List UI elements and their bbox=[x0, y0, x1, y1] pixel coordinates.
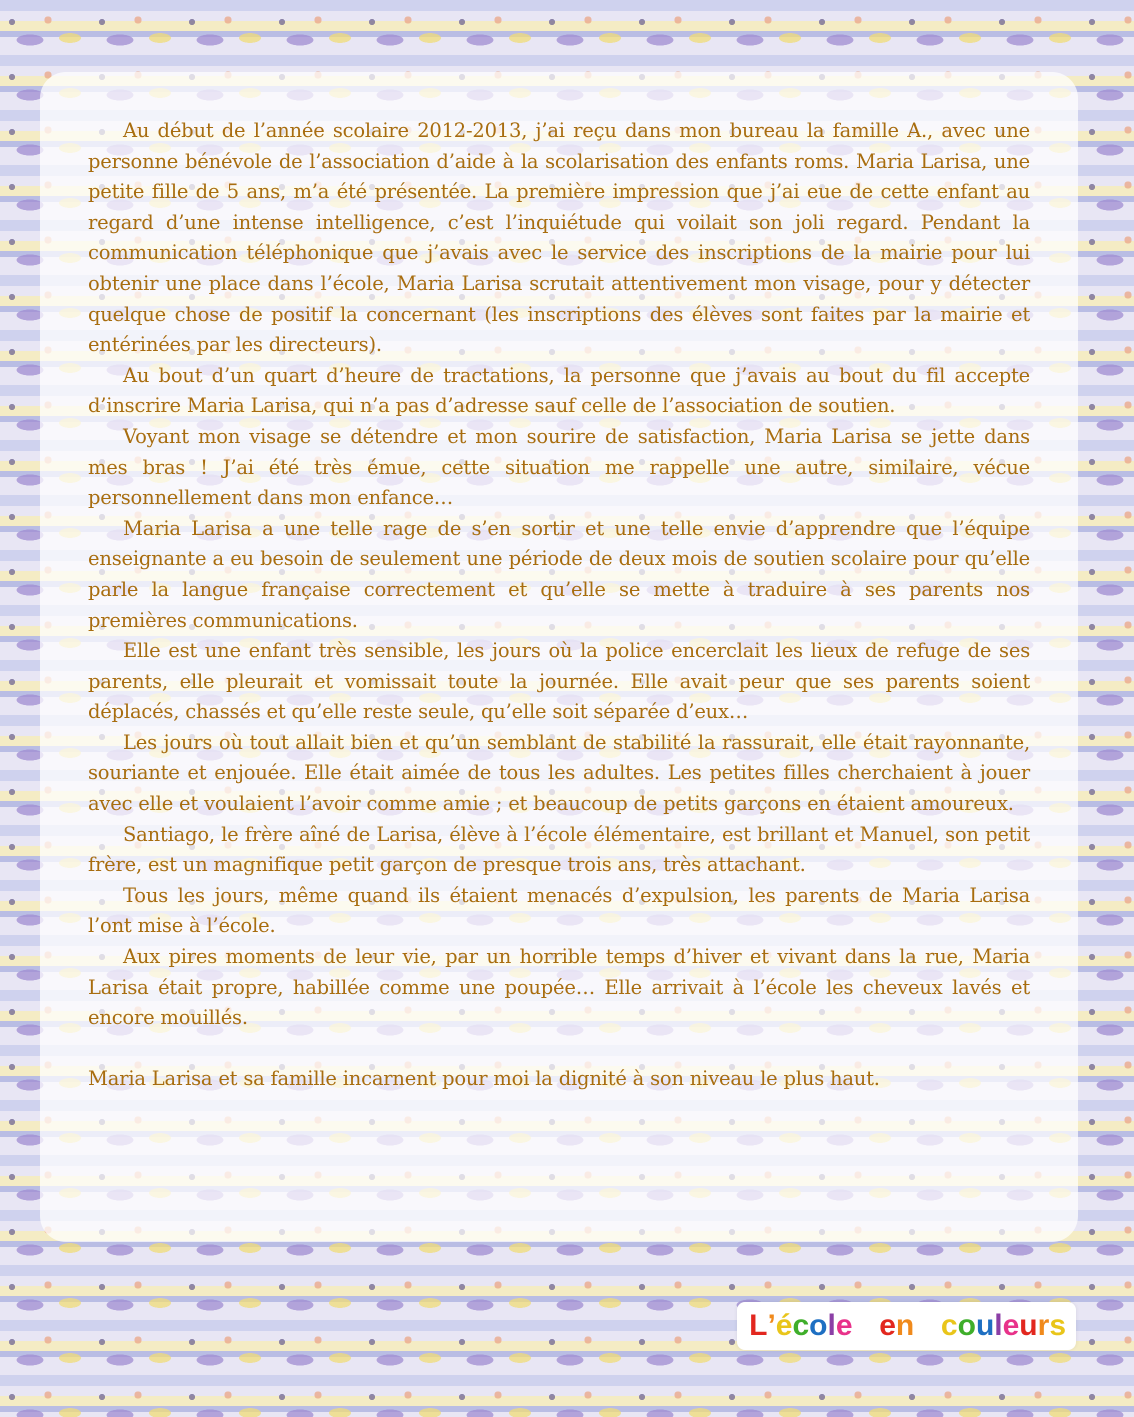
brand-word-3 bbox=[941, 1302, 1066, 1350]
text-panel bbox=[40, 72, 1078, 1242]
brand-word-1 bbox=[749, 1302, 852, 1350]
article-body bbox=[88, 116, 1030, 1094]
paragraph-2: Au bout d’un quart d’heure de tractations, la personne que j’avais au bout du fil accepte d’inscrire Maria Larisa, qui n’a pas d’adresse sauf celle de l’association de soutien. bbox=[88, 363, 1030, 418]
brand-letter: s bbox=[1049, 1309, 1066, 1342]
brand-letter: r bbox=[1037, 1309, 1050, 1342]
brand-letter: ’ bbox=[767, 1309, 776, 1342]
brand-letter: e bbox=[1002, 1309, 1020, 1342]
brand-letter: l bbox=[827, 1309, 836, 1342]
paragraph-7: Santiago, le frère aîné de Larisa, élève à l’école élémentaire, est brillant et Manuel, son petit frère, est un magnifique petit garçon de presque trois ans, très attachant. bbox=[88, 822, 1030, 877]
brand-letter: c bbox=[940, 1309, 958, 1342]
paragraph-3: Voyant mon visage se détendre et mon sourire de satisfaction, Maria Larisa se jette dans mes bras ! J’ai été très émue, cette situation me rappelle une autre, similaire, vécue personnellement dans mon enfance… bbox=[88, 424, 1030, 510]
brand-letter: L bbox=[749, 1309, 768, 1342]
paragraph-8: Tous les jours, même quand ils étaient menacés d’expulsion, les parents de Maria Larisa l’ont mise à l’école. bbox=[88, 883, 1030, 938]
brand-word-2 bbox=[879, 1302, 914, 1350]
brand-letter: l bbox=[994, 1309, 1003, 1342]
paragraph-5: Elle est une enfant très sensible, les jours où la police encerclait les lieux de refuge de ses parents, elle pleurait et vomissait toute la journée. Elle avait peur que ses parents soient déplacés, chassés et qu’elle reste seule, qu’elle soit séparée d’eux… bbox=[88, 639, 1030, 724]
brand-letter: c bbox=[792, 1309, 810, 1342]
brand-letter: e bbox=[835, 1309, 853, 1342]
brand-letter: n bbox=[895, 1309, 915, 1342]
brand-letter: o bbox=[957, 1309, 976, 1342]
brand-letter: e bbox=[879, 1309, 896, 1342]
brand-letter: u bbox=[1019, 1309, 1038, 1342]
paragraph-1: Au début de l’année scolaire 2012-2013, j’ai reçu dans mon bureau la famille A., avec une personne bénévole de l’association d’aide à la scolarisation des enfants roms. Maria Larisa, une petite fille de 5 ans, m’a été présentée. La première impression que j’ai eue de cette enfant au regard d’une intense intelligence, c’est l’inquiétude qui voilait son joli regard. Pendant la communication téléphonique que j’avais avec le service des inscriptions de la mairie pour lui obtenir une place dans l’école, Maria Larisa scrutait attentivement mon visage, pour y détecter quelque chose de positif la concernant (les inscriptions des élèves sont faites par la mairie et entérinées par les directeurs). bbox=[88, 119, 1030, 357]
brand-letter: é bbox=[775, 1309, 793, 1342]
brand-letter: u bbox=[975, 1309, 995, 1342]
paragraph-6: Les jours où tout allait bien et qu’un semblant de stabilité la rassurait, elle était rayonnante, souriante et enjouée. Elle était aimée de tous les adultes. Les petites filles cherchaient à jouer avec elle et voulaient l’avoir comme amie ; et beaucoup de petits garçons en étaient amoureux. bbox=[88, 730, 1030, 816]
paragraph-9: Aux pires moments de leur vie, par un horrible temps d’hiver et vivant dans la rue, Maria Larisa était propre, habillée comme une poupée… Elle arrivait à l’école les cheveux lavés et encore mouillés. bbox=[88, 945, 1030, 1030]
brand-logo bbox=[737, 1302, 1076, 1350]
paragraph-4: Maria Larisa a une telle rage de s’en sortir et une telle envie d’apprendre que l’équipe enseignante a eu besoin de seulement une période de deux mois de soutien scolaire pour qu’elle parle la langue française correctement et qu’elle se mette à traduire à ses parents nos premières communications. bbox=[88, 516, 1030, 632]
brand-letter: o bbox=[809, 1309, 828, 1342]
closing-sentence: Maria Larisa et sa famille incarnent pour moi la dignité à son niveau le plus haut. bbox=[88, 1066, 880, 1090]
